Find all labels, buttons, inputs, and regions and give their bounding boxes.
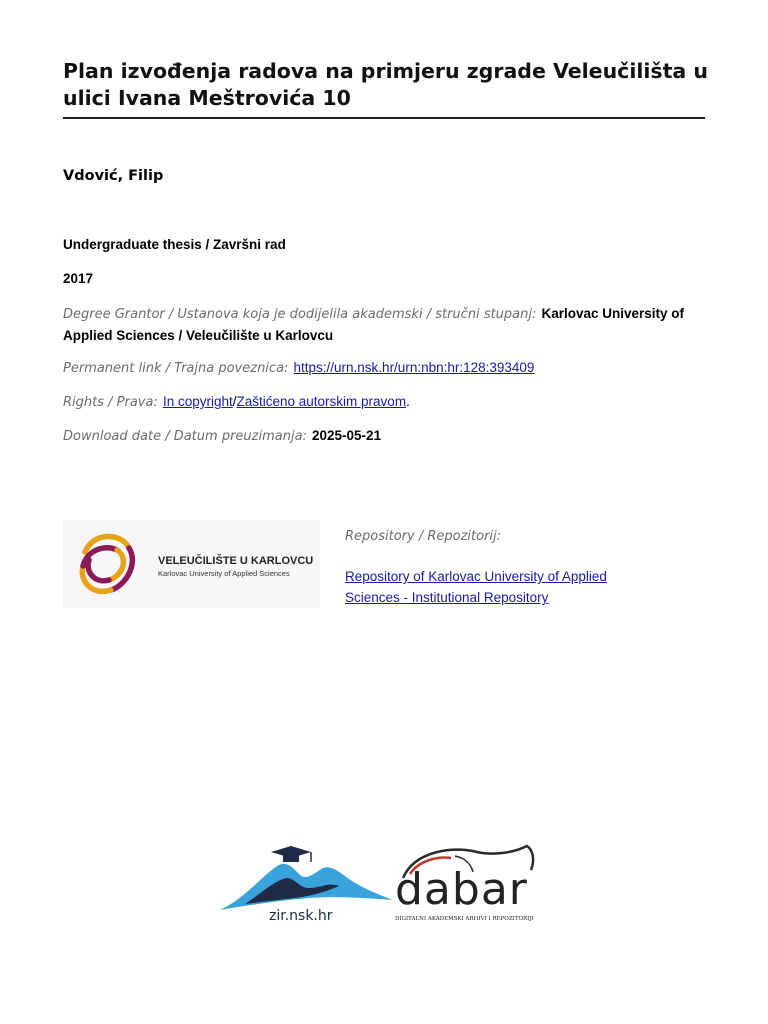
rights-link-zasticeno[interactable]: Zaštićeno autorskim pravom (236, 394, 407, 409)
repository-link-wrap (345, 566, 635, 608)
thesis-type: Undergraduate thesis / Završni rad (63, 237, 286, 252)
permanent-link (63, 357, 713, 379)
degree-grantor-label: Degree Grantor / Ustanova koja je dodijelila akademski / stručni stupanj: (63, 307, 537, 322)
institution-logo (63, 520, 320, 608)
download-date-label: Download date / Datum preuzimanja: (63, 429, 307, 444)
permanent-link-label: Permanent link / Trajna poveznica: (63, 361, 289, 376)
institution-logo-subtitle: Karlovac University of Applied Sciences (158, 569, 290, 578)
dabar-subtitle: DIGITALNI AKADEMSKI ARHIVI I REPOZITORIJI (395, 916, 534, 922)
rights-end: . (406, 394, 410, 409)
author: Vdović, Filip (63, 168, 164, 184)
footer-logos (215, 838, 555, 933)
repository-link[interactable]: Repository of Karlovac University of Applied Sciences - Institutional Repository (345, 569, 607, 605)
rights-link-in-copyright[interactable]: In copyright (162, 394, 233, 409)
year: 2017 (63, 271, 94, 286)
zir-label: zir.nsk.hr (269, 908, 333, 924)
rights (63, 391, 713, 413)
repository-label: Repository / Repozitorij: (345, 529, 502, 544)
permanent-link-url[interactable]: https://urn.nsk.hr/urn:nbn:hr:128:393409 (293, 360, 535, 375)
degree-grantor-value: Karlovac University of Applied Sciences / Veleučilište u Karlovcu (63, 306, 685, 343)
download-date-value: 2025-05-21 (312, 428, 382, 443)
page-title: Plan izvođenja radova na primjeru zgrade Veleučilišta u ulici Ivana Meštrovića 10 (63, 59, 708, 110)
institution-logo-name: VELEUČILIŠTE U KARLOVCU (158, 555, 314, 567)
rights-label: Rights / Prava: (63, 395, 158, 410)
title-divider (63, 117, 705, 119)
download-date (63, 425, 713, 447)
degree-grantor (63, 303, 713, 346)
dabar-wordmark: dabar (395, 864, 528, 915)
rights-separator: / (232, 394, 237, 409)
